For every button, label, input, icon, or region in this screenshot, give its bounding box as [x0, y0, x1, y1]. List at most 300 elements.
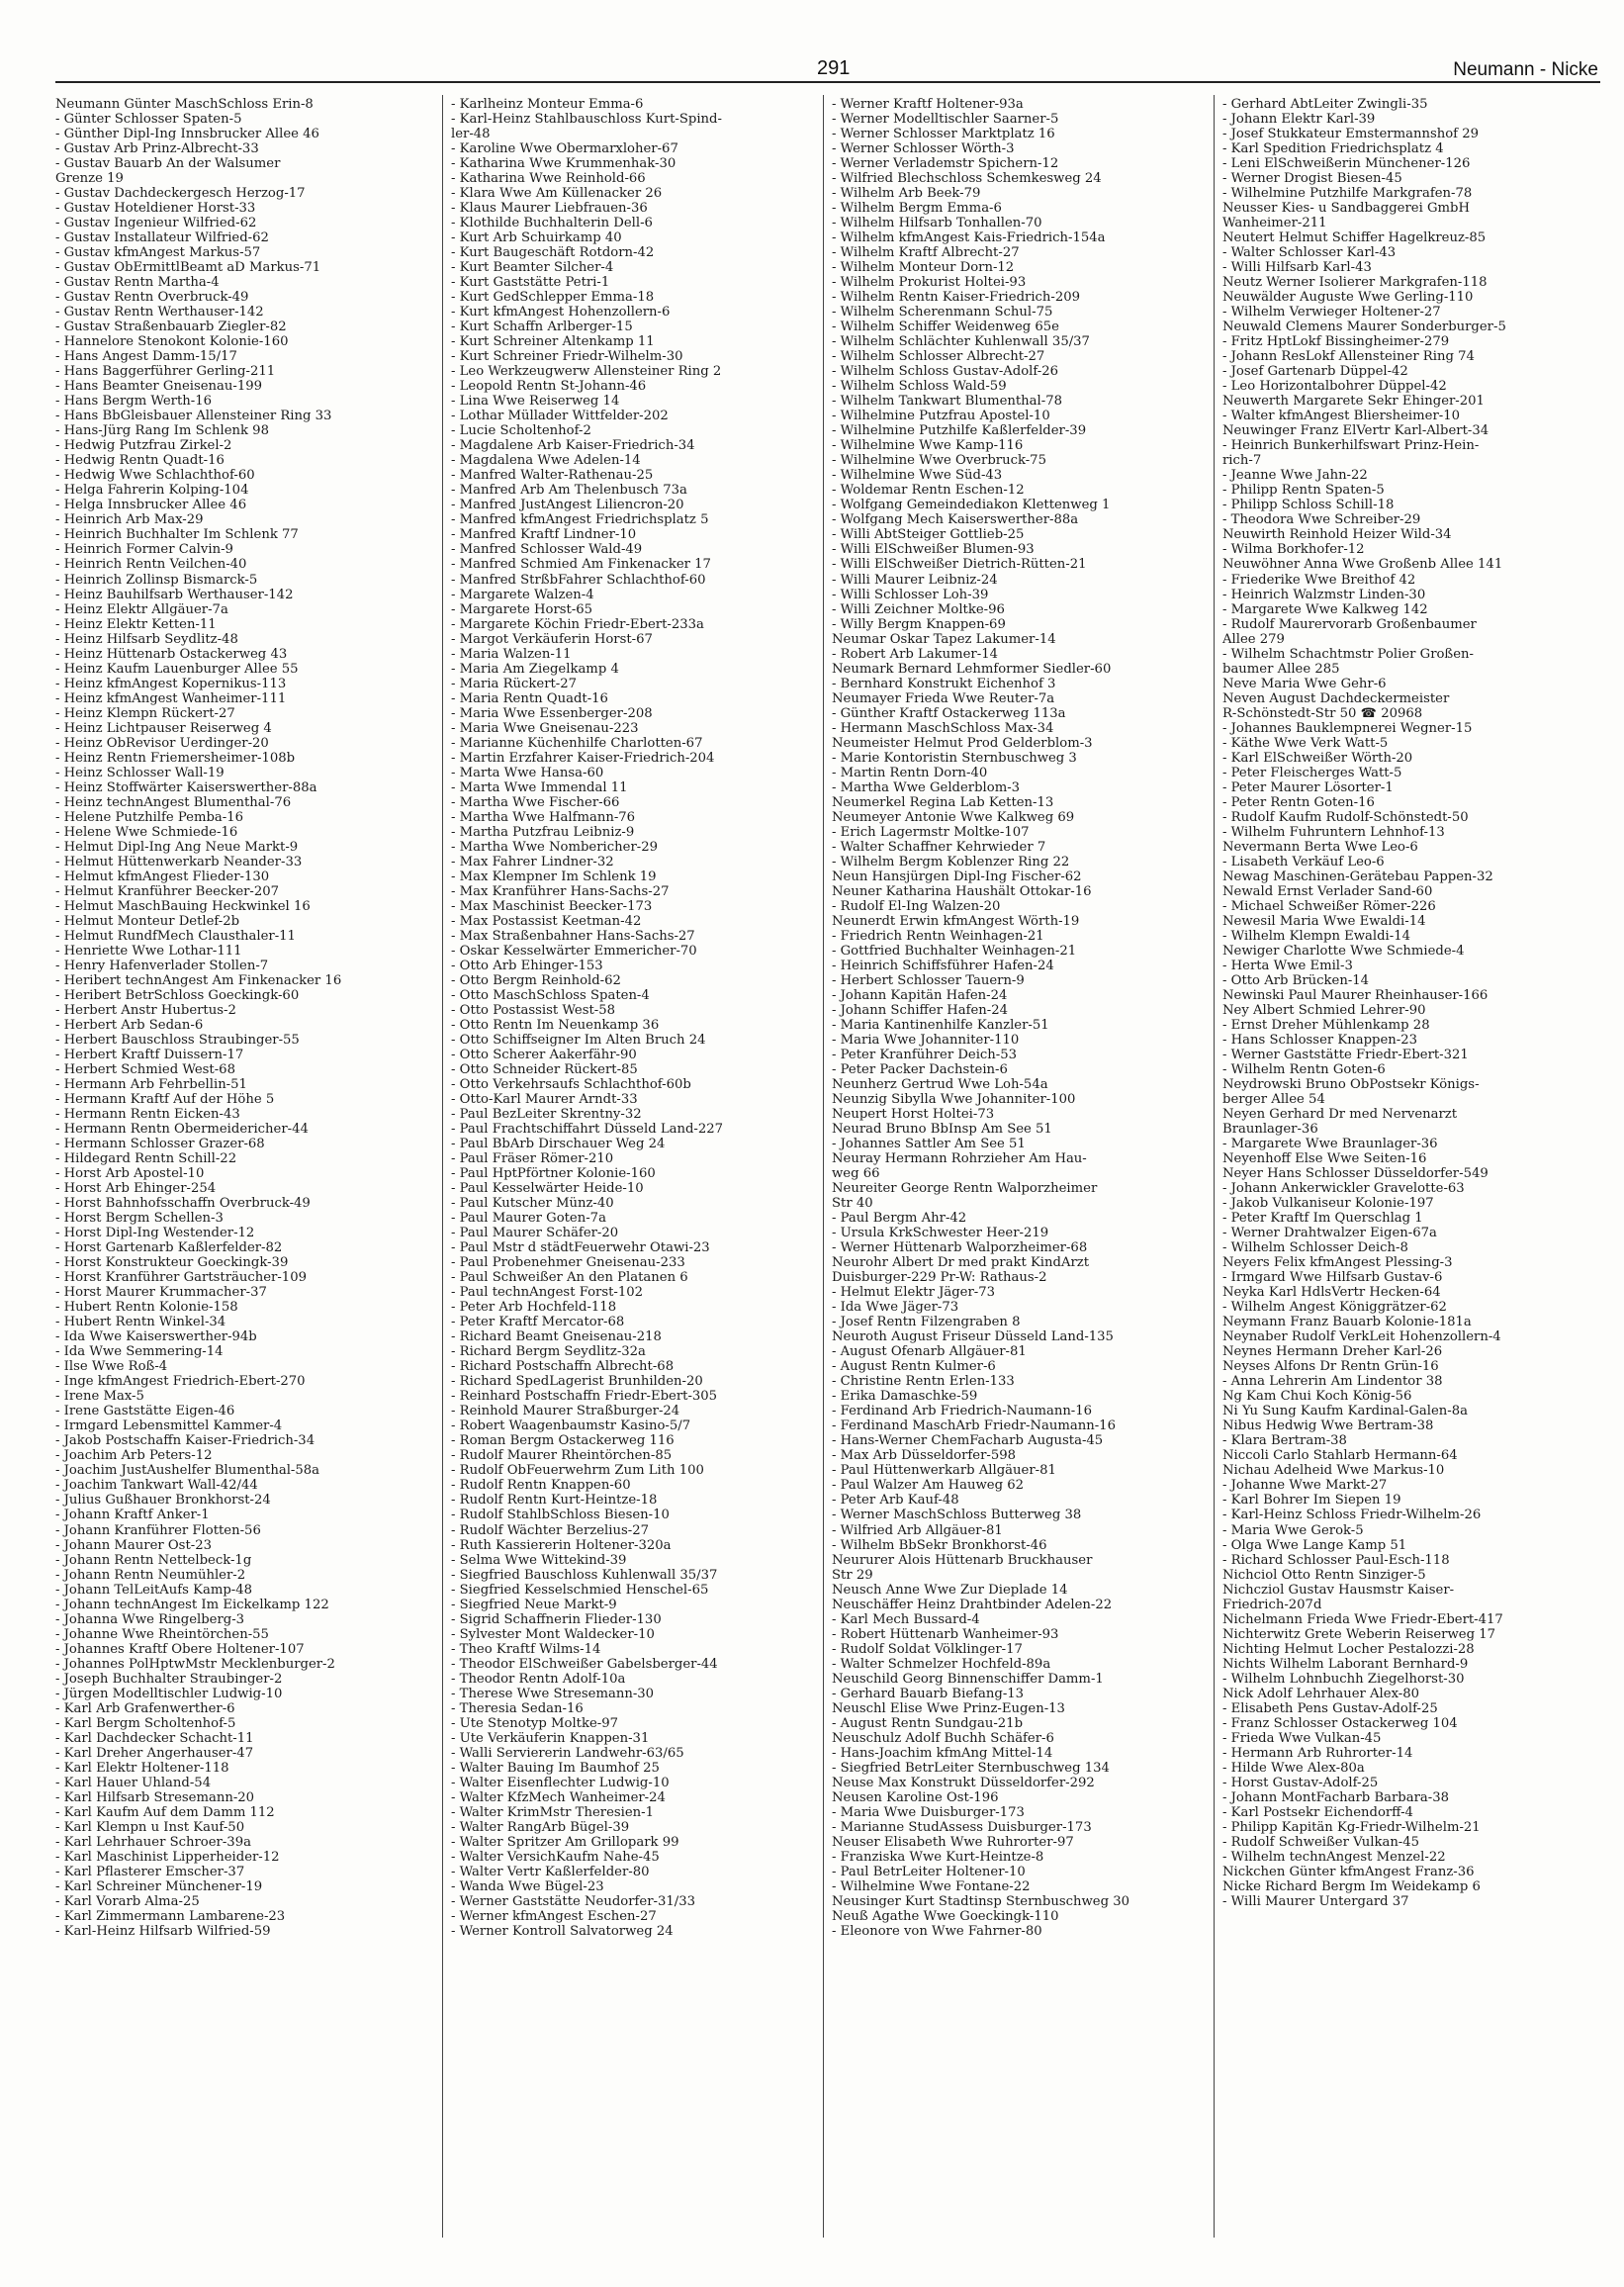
directory-entry: - Ida Wwe Kaiserswerther-94b: [55, 1329, 257, 1345]
directory-entry: - Heinz kfmAngest Kopernikus-113: [55, 676, 287, 691]
directory-entry: - Joachim Tankwart Wall-42/44: [55, 1478, 258, 1494]
directory-entry: - Jakob Postschaffn Kaiser-Friedrich-34: [55, 1433, 316, 1449]
directory-entry: - Heinrich Buchhalter Im Schlenk 77: [55, 527, 299, 543]
directory-entry: - Manfred Kraftf Lindner-10: [451, 527, 637, 543]
directory-entry: - Lina Wwe Reiserweg 14: [451, 394, 620, 410]
directory-entry: - Karl Elektr Holtener-118: [55, 1760, 229, 1776]
directory-entry: - Rudolf Schweißer Vulkan-45: [1222, 1834, 1420, 1850]
directory-entry: - Hilde Wwe Alex-80a: [1222, 1760, 1365, 1776]
directory-entry: - Ursula KrkSchwester Heer-219: [832, 1226, 1049, 1241]
directory-entry: ler-48: [451, 127, 491, 142]
directory-entry: - Heinrich Schiffsführer Hafen-24: [832, 958, 1054, 973]
directory-entry: - Heinz Elektr Allgäuer-7a: [55, 601, 228, 617]
directory-column-1: [55, 97, 416, 1939]
directory-entry: - Selma Wwe Wittekind-39: [451, 1552, 627, 1568]
directory-entry: - Willi Schlosser Loh-39: [832, 587, 989, 602]
directory-entry: weg 66: [832, 1166, 880, 1182]
directory-entry: Neusinger Kurt Stadtinsp Sternbuschweg 30: [832, 1893, 1129, 1909]
directory-entry: - Klara Bertram-38: [1222, 1433, 1347, 1449]
directory-entry: - Helmut MaschBauing Heckwinkel 16: [55, 898, 311, 914]
directory-entry: Neusen Karoline Ost-196: [832, 1789, 999, 1805]
directory-entry: - Wilhelm Schlosser Deich-8: [1222, 1240, 1408, 1256]
directory-entry: - Johanne Wwe Rheintörchen-55: [55, 1626, 269, 1642]
directory-entry: - Walter Schmelzer Hochfeld-89a: [832, 1656, 1051, 1672]
directory-entry: Grenze 19: [55, 171, 124, 187]
page-header: [55, 57, 1600, 83]
directory-entry: Neumar Oskar Tapez Lakumer-14: [832, 631, 1056, 647]
directory-entry: - Gustav Rentn Overbruck-49: [55, 290, 249, 306]
directory-entry: Ney Albert Schmied Lehrer-90: [1222, 1002, 1426, 1018]
directory-entry: - Karl Hilfsarb Stresemann-20: [55, 1789, 255, 1805]
directory-entry: Wanheimer-211: [1222, 216, 1327, 231]
directory-entry: - Manfred kfmAngest Friedrichsplatz 5: [451, 512, 709, 528]
directory-entry: Str 29: [832, 1567, 873, 1583]
directory-entry: - Wilhelm Schachtmstr Polier Großen-: [1222, 646, 1474, 662]
directory-entry: - Kurt kfmAngest Hohenzollern-6: [451, 305, 671, 320]
directory-entry: - Michael Schweißer Römer-226: [1222, 898, 1436, 914]
directory-entry: - Heinrich Walzmstr Linden-30: [1222, 587, 1426, 602]
directory-entry: Neyers Felix kfmAngest Plessing-3: [1222, 1255, 1453, 1271]
directory-entry: - Hermann Rentn Obermeidericher-44: [55, 1122, 309, 1138]
directory-entry: - Otto Verkehrsaufs Schlachthof-60b: [451, 1077, 691, 1093]
directory-entry: - Katharina Wwe Krummenhak-30: [451, 156, 677, 172]
directory-entry: - Joseph Buchhalter Straubinger-2: [55, 1671, 283, 1687]
directory-entry: - Irmgard Lebensmittel Kammer-4: [55, 1418, 283, 1434]
directory-entry: - Leo Horizontalbohrer Düppel-42: [1222, 379, 1447, 395]
directory-entry: - Hedwig Rentn Quadt-16: [55, 453, 225, 469]
directory-entry: - Heribert technAngest Am Finkenacker 16: [55, 972, 342, 988]
directory-entry: Nichterwitz Grete Weberin Reiserweg 17: [1222, 1626, 1495, 1642]
directory-entry: - Karl Hauer Uhland-54: [55, 1775, 212, 1790]
directory-entry: - Paul Schweißer An den Platanen 6: [451, 1270, 688, 1286]
directory-entry: - Herbert Schlosser Tauern-9: [832, 972, 1025, 988]
directory-entry: - Johannes Bauklempnerei Wegner-15: [1222, 720, 1473, 736]
directory-entry: - Reinhold Maurer Straßburger-24: [451, 1404, 680, 1419]
directory-entry: - Kurt Schreiner Friedr-Wilhelm-30: [451, 349, 683, 365]
directory-entry: - Reinhard Postschaffn Friedr-Ebert-305: [451, 1389, 718, 1405]
directory-entry: - Werner Drogist Biesen-45: [1222, 171, 1402, 187]
directory-entry: - Robert Waagenbaumstr Kasino-5/7: [451, 1418, 691, 1434]
directory-entry: - Gustav Ingenieur Wilfried-62: [55, 216, 257, 231]
directory-entry: - Marta Wwe Hansa-60: [451, 765, 604, 780]
directory-entry: - Peter Rentn Goten-16: [1222, 794, 1375, 810]
directory-entry: - Wilhelm Angest Königgrätzer-62: [1222, 1300, 1447, 1316]
directory-entry: - Ilse Wwe Roß-4: [55, 1359, 168, 1375]
directory-entry: - Manfred Schlosser Wald-49: [451, 542, 643, 558]
directory-entry: Nick Adolf Lehrhauer Alex-80: [1222, 1686, 1420, 1701]
directory-entry: - Hermann Schlosser Grazer-68: [55, 1137, 265, 1152]
directory-entry: - Walter Spritzer Am Grillopark 99: [451, 1834, 679, 1850]
directory-entry: - Erich Lagermstr Moltke-107: [832, 824, 1030, 840]
directory-entry: - Helmut Monteur Detlef-2b: [55, 913, 240, 929]
directory-entry: - Ernst Dreher Mühlenkamp 28: [1222, 1017, 1430, 1033]
directory-entry: - Johann Kranführer Flotten-56: [55, 1522, 261, 1538]
directory-entry: - Karl Maschinist Lipperheider-12: [55, 1849, 280, 1865]
directory-entry: - Kurt Schaffn Arlberger-15: [451, 320, 633, 335]
directory-entry: Nichts Wilhelm Laborant Bernhard-9: [1222, 1656, 1469, 1672]
directory-entry: Neuwerth Margarete Sekr Ehinger-201: [1222, 394, 1485, 410]
directory-entry: Nickchen Günter kfmAngest Franz-36: [1222, 1864, 1475, 1879]
directory-entry: - Klothilde Buchhalterin Dell-6: [451, 216, 653, 231]
directory-entry: - Fritz HptLokf Bissingheimer-279: [1222, 334, 1450, 350]
directory-entry: - Theresia Sedan-16: [451, 1700, 584, 1716]
directory-entry: - Paul Bergm Ahr-42: [832, 1211, 967, 1227]
directory-entry: - Karl Klempn u Inst Kauf-50: [55, 1819, 245, 1835]
directory-entry: - Horst Arb Apostel-10: [55, 1166, 205, 1182]
directory-entry: Neururer Alois Hüttenarb Bruckhauser: [832, 1552, 1093, 1568]
directory-entry: - Joachim Arb Peters-12: [55, 1448, 213, 1464]
directory-entry: Braunlager-36: [1222, 1122, 1318, 1138]
directory-entry: - Walter kfmAngest Bliersheimer-10: [1222, 409, 1461, 424]
directory-entry: - Werner Gaststätte Friedr-Ebert-321: [1222, 1048, 1469, 1062]
directory-entry: - Maria Rentn Quadt-16: [451, 690, 608, 706]
directory-entry: - Walter VersichKaufm Nahe-45: [451, 1849, 660, 1865]
directory-entry: - Wilhelm Klempn Ewaldi-14: [1222, 928, 1411, 944]
directory-entry: Neunherz Gertrud Wwe Loh-54a: [832, 1077, 1048, 1093]
directory-entry: - Richard Bergm Seydlitz-32a: [451, 1344, 646, 1360]
directory-entry: - Ute Stenotyp Moltke-97: [451, 1715, 619, 1731]
directory-entry: - Henry Hafenverlader Stollen-7: [55, 958, 269, 973]
column-divider: [823, 95, 824, 2238]
directory-entry: R-Schönstedt-Str 50 ☎ 20968: [1222, 705, 1423, 721]
directory-entry: - Theodora Wwe Schreiber-29: [1222, 512, 1421, 528]
directory-entry: - Wilhelm Schlosser Albrecht-27: [832, 349, 1045, 365]
directory-entry: - Hannelore Stenokont Kolonie-160: [55, 334, 289, 350]
directory-entry: Neuwirth Reinhold Heizer Wild-34: [1222, 527, 1452, 543]
directory-entry: - Helmut Kranführer Beecker-207: [55, 883, 280, 899]
directory-entry: - Manfred Schmied Am Finkenacker 17: [451, 557, 711, 573]
directory-entry: - Theo Kraftf Wilms-14: [451, 1641, 601, 1657]
directory-entry: - Karl Spedition Friedrichsplatz 4: [1222, 141, 1444, 157]
directory-entry: Neumerkel Regina Lab Ketten-13: [832, 794, 1054, 810]
directory-entry: - Bernhard Konstrukt Eichenhof 3: [832, 676, 1056, 691]
directory-entry: - Franz Schlosser Ostackerweg 104: [1222, 1715, 1458, 1731]
directory-entry: - Herbert Anstr Hubertus-2: [55, 1002, 236, 1018]
directory-entry: - Wilhelm Schiffer Weidenweg 65e: [832, 320, 1059, 335]
directory-entry: - Maria Am Ziegelkamp 4: [451, 661, 619, 677]
directory-entry: Neuwöhner Anna Wwe Großenb Allee 141: [1222, 557, 1503, 573]
directory-entry: - Heinz Bauhilfsarb Werthauser-142: [55, 587, 294, 602]
directory-entry: - Otto Bergm Reinhold-62: [451, 972, 621, 988]
directory-entry: - Therese Wwe Stresemann-30: [451, 1686, 655, 1701]
directory-entry: - Karl Bergm Scholtenhof-5: [55, 1715, 236, 1731]
directory-entry: - Willi Zeichner Moltke-96: [832, 601, 1005, 617]
directory-entry: Neuwald Clemens Maurer Sonderburger-5: [1222, 320, 1506, 335]
directory-entry: Nichau Adelheid Wwe Markus-10: [1222, 1463, 1445, 1479]
directory-entry: - Woldemar Rentn Eschen-12: [832, 483, 1025, 499]
directory-entry: - Johann technAngest Im Eickelkamp 122: [55, 1597, 329, 1612]
directory-entry: - Hubert Rentn Kolonie-158: [55, 1300, 238, 1316]
directory-entry: - Rudolf Wächter Berzelius-27: [451, 1522, 649, 1538]
directory-entry: - Gustav ObErmittlBeamt aD Markus-71: [55, 260, 321, 276]
directory-entry: Neydrowski Bruno ObPostsekr Königs-: [1222, 1077, 1480, 1093]
column-divider: [442, 95, 443, 2238]
directory-entry: - Günther Kraftf Ostackerweg 113a: [832, 705, 1066, 721]
directory-entry: - Peter Maurer Lösorter-1: [1222, 779, 1394, 795]
directory-entry: - Wanda Wwe Bügel-23: [451, 1878, 604, 1894]
directory-entry: Neupert Horst Holtei-73: [832, 1107, 995, 1123]
directory-entry: - Gerhard Bauarb Biefang-13: [832, 1686, 1025, 1701]
directory-entry: Neunerdt Erwin kfmAngest Wörth-19: [832, 913, 1080, 929]
directory-entry: - Heinz Lichtpauser Reiserweg 4: [55, 720, 272, 736]
directory-entry: - Paul Fräser Römer-210: [451, 1151, 614, 1167]
directory-entry: - Karl Arb Grafenwerther-6: [55, 1700, 235, 1716]
directory-entry: - Richard Beamt Gneisenau-218: [451, 1329, 662, 1345]
directory-entry: - Hubert Rentn Winkel-34: [55, 1315, 226, 1330]
directory-entry: - Leni ElSchweißerin Münchener-126: [1222, 156, 1471, 172]
directory-entry: - Christine Rentn Erlen-133: [832, 1374, 1015, 1390]
directory-entry: - Wilhelm kfmAngest Kais-Friedrich-154a: [832, 230, 1106, 246]
directory-entry: - Hans Beamter Gneisenau-199: [55, 379, 263, 395]
directory-entry: - Wilhelmine Putzhilfe Markgrafen-78: [1222, 186, 1473, 202]
directory-entry: - Ida Wwe Jäger-73: [832, 1300, 959, 1316]
directory-entry: Nichciol Otto Rentn Sinziger-5: [1222, 1567, 1426, 1583]
directory-entry: - Lucie Scholtenhof-2: [451, 423, 591, 439]
directory-entry: - Erika Damaschke-59: [832, 1389, 978, 1405]
directory-entry: Neusser Kies- u Sandbaggerei GmbH: [1222, 201, 1470, 217]
directory-entry: - Wilhelmine Putzhilfe Kaßlerfelder-39: [832, 423, 1087, 439]
directory-entry: - Walter Bauing Im Baumhof 25: [451, 1760, 660, 1776]
directory-entry: - Wilhelm Rentn Goten-6: [1222, 1062, 1386, 1078]
directory-entry: - Richard Schlosser Paul-Esch-118: [1222, 1552, 1450, 1568]
directory-entry: - Hedwig Putzfrau Zirkel-2: [55, 438, 232, 454]
directory-entry: - Siegfried Neue Markt-9: [451, 1597, 617, 1612]
directory-entry: - Ida Wwe Semmering-14: [55, 1344, 224, 1360]
directory-entry: - Leopold Rentn St-Johann-46: [451, 379, 647, 395]
directory-entry: Newag Maschinen-Gerätebau Pappen-32: [1222, 869, 1493, 884]
directory-entry: - Peter Arb Hochfeld-118: [451, 1300, 617, 1316]
directory-entry: - Johanna Wwe Ringelberg-3: [55, 1611, 245, 1627]
directory-entry: - Wilhelm Lohnbuchh Ziegelhorst-30: [1222, 1671, 1465, 1687]
directory-entry: - Peter Packer Dachstein-6: [832, 1062, 1008, 1078]
directory-entry: - Werner Verlademstr Spichern-12: [832, 156, 1059, 172]
directory-entry: - Wilhelm Fuhruntern Lehnhof-13: [1222, 824, 1445, 840]
directory-entry: Neyenhoff Else Wwe Seiten-16: [1222, 1151, 1427, 1167]
directory-entry: - Werner Kontroll Salvatorweg 24: [451, 1923, 674, 1939]
directory-entry: - Karl Schreiner Münchener-19: [55, 1878, 263, 1894]
directory-entry: Neuray Hermann Rohrzieher Am Hau-: [832, 1151, 1087, 1167]
directory-entry: - Max Straßenbahner Hans-Sachs-27: [451, 928, 695, 944]
directory-entry: - Hermann Arb Ruhrorter-14: [1222, 1745, 1413, 1761]
directory-entry: - Helga Fahrerin Kolping-104: [55, 483, 249, 499]
directory-entry: - Magdalene Arb Kaiser-Friedrich-34: [451, 438, 695, 454]
directory-entry: - Willy Bergm Knappen-69: [832, 616, 1006, 632]
directory-entry: - Werner MaschSchloss Butterweg 38: [832, 1508, 1082, 1523]
directory-entry: - Helene Putzhilfe Pemba-16: [55, 809, 244, 825]
directory-entry: - Friedrich Rentn Weinhagen-21: [832, 928, 1044, 944]
directory-entry: - Werner Modelltischler Saarner-5: [832, 112, 1059, 128]
directory-entry: - Karoline Wwe Obermarxloher-67: [451, 141, 678, 157]
directory-entry: Neusch Anne Wwe Zur Dieplade 14: [832, 1582, 1068, 1598]
directory-entry: Niccoli Carlo Stahlarb Hermann-64: [1222, 1448, 1458, 1464]
directory-entry: - Robert Hüttenarb Wanheimer-93: [832, 1626, 1059, 1642]
directory-entry: - Hedwig Wwe Schlachthof-60: [55, 468, 255, 484]
directory-entry: - Max Arb Düsseldorfer-598: [832, 1448, 1017, 1464]
directory-entry: - Wilhelm Schloss Gustav-Adolf-26: [832, 364, 1059, 380]
directory-entry: Neyka Karl HdlsVertr Hecken-64: [1222, 1285, 1441, 1301]
directory-entry: Neven August Dachdeckermeister: [1222, 690, 1450, 706]
directory-entry: - Werner Kraftf Holtener-93a: [832, 97, 1024, 112]
directory-entry: - Wilhelm technAngest Menzel-22: [1222, 1849, 1446, 1865]
directory-entry: - Johann Ankerwickler Gravelotte-63: [1222, 1181, 1465, 1197]
directory-entry: - Martha Wwe Fischer-66: [451, 794, 620, 810]
directory-entry: Neuschulz Adolf Buchh Schäfer-6: [832, 1730, 1054, 1746]
directory-column-4: [1222, 97, 1583, 1909]
directory-entry: - Otto Arb Ehinger-153: [451, 958, 603, 973]
directory-entry: - Paul Kutscher Münz-40: [451, 1196, 614, 1212]
directory-entry: - Maria Wwe Gneisenau-223: [451, 720, 639, 736]
directory-entry: Newinski Paul Maurer Rheinhauser-166: [1222, 987, 1489, 1003]
directory-entry: - Heinrich Rentn Veilchen-40: [55, 557, 247, 573]
directory-entry: rich-7: [1222, 453, 1262, 469]
directory-entry: - Karl Mech Bussard-4: [832, 1611, 980, 1627]
directory-entry: - Johannes Kraftf Obere Holtener-107: [55, 1641, 305, 1657]
directory-entry: - Maria Kantinenhilfe Kanzler-51: [832, 1017, 1049, 1033]
directory-entry: - August Rentn Kulmer-6: [832, 1359, 996, 1375]
directory-entry: - Wilhelmine Wwe Fontane-22: [832, 1878, 1031, 1894]
column-divider: [1214, 95, 1215, 2238]
directory-entry: - Irene Max-5: [55, 1389, 144, 1405]
directory-entry: Neuß Agathe Wwe Goeckingk-110: [832, 1908, 1059, 1924]
directory-entry: - Karl Postsekr Eichendorff-4: [1222, 1804, 1413, 1820]
directory-entry: - Hans Bergm Werth-16: [55, 394, 213, 410]
directory-entry: Nibus Hedwig Wwe Bertram-38: [1222, 1418, 1434, 1434]
directory-entry: - Jeanne Wwe Jahn-22: [1222, 468, 1368, 484]
directory-entry: Str 40: [832, 1196, 873, 1212]
directory-entry: - Heinz Elektr Ketten-11: [55, 616, 217, 632]
directory-entry: - Maria Wwe Gerok-5: [1222, 1522, 1364, 1538]
directory-entry: - Gottfried Buchhalter Weinhagen-21: [832, 943, 1077, 959]
directory-entry: - Paul Walzer Am Hauweg 62: [832, 1478, 1025, 1494]
directory-entry: - Wilhelm Tankwart Blumenthal-78: [832, 394, 1062, 410]
directory-entry: - Rudolf StahlbSchloss Biesen-10: [451, 1508, 670, 1523]
directory-entry: - Peter Kranführer Deich-53: [832, 1048, 1018, 1062]
directory-entry: - Willi ElSchweißer Dietrich-Rütten-21: [832, 557, 1087, 573]
directory-entry: - Peter Fleischerges Watt-5: [1222, 765, 1402, 780]
directory-entry: Neyer Hans Schlosser Düsseldorfer-549: [1222, 1166, 1489, 1182]
directory-entry: - Wilhelmine Wwe Kamp-116: [832, 438, 1024, 454]
directory-entry: - Inge kfmAngest Friedrich-Ebert-270: [55, 1374, 306, 1390]
directory-entry: - Ferdinand Arb Friedrich-Naumann-16: [832, 1404, 1093, 1419]
directory-entry: - Ferdinand MaschArb Friedr-Naumann-16: [832, 1418, 1116, 1434]
directory-entry: - Johanne Wwe Markt-27: [1222, 1478, 1388, 1494]
directory-entry: - Wilhelm Scherenmann Schul-75: [832, 305, 1053, 320]
directory-entry: - Rudolf Kaufm Rudolf-Schönstedt-50: [1222, 809, 1469, 825]
directory-entry: - Hermann Arb Fehrbellin-51: [55, 1077, 247, 1093]
directory-entry: - Friederike Wwe Breithof 42: [1222, 572, 1416, 588]
directory-entry: - Rudolf Soldat Völklinger-17: [832, 1641, 1023, 1657]
directory-entry: - Rudolf El-Ing Walzen-20: [832, 898, 1001, 914]
directory-entry: - Walter RangArb Bügel-39: [451, 1819, 630, 1835]
directory-entry: - Hans BbGleisbauer Allensteiner Ring 33: [55, 409, 332, 424]
directory-entry: Neynaber Rudolf VerkLeit Hohenzollern-4: [1222, 1329, 1501, 1345]
directory-entry: - Paul Kesselwärter Heide-10: [451, 1181, 644, 1197]
directory-entry: - Jakob Vulkaniseur Kolonie-197: [1222, 1196, 1434, 1212]
directory-entry: - Josef Gartenarb Düppel-42: [1222, 364, 1408, 380]
directory-entry: - Roman Bergm Ostackerweg 116: [451, 1433, 675, 1449]
directory-entry: - Martin Erzfahrer Kaiser-Friedrich-204: [451, 750, 715, 766]
directory-entry: - Hermann MaschSchloss Max-34: [832, 720, 1054, 736]
directory-entry: - Maria Wwe Johanniter-110: [832, 1032, 1020, 1048]
directory-entry: - Heinrich Arb Max-29: [55, 512, 204, 528]
directory-entry: - Johann Elektr Karl-39: [1222, 112, 1376, 128]
directory-entry: Neynes Hermann Dreher Karl-26: [1222, 1344, 1443, 1360]
directory-entry: - Paul BezLeiter Skrentny-32: [451, 1107, 642, 1123]
directory-entry: - Paul BetrLeiter Holtener-10: [832, 1864, 1026, 1879]
directory-entry: - Heinz Hilfsarb Seydlitz-48: [55, 631, 238, 647]
directory-entry: - Kurt Baugeschäft Rotdorn-42: [451, 245, 655, 261]
directory-entry: berger Allee 54: [1222, 1092, 1325, 1108]
directory-entry: - Sigrid Schaffnerin Flieder-130: [451, 1611, 662, 1627]
directory-entry: Neumeyer Antonie Wwe Kalkweg 69: [832, 809, 1075, 825]
directory-entry: - Otto Schiffseigner Im Alten Bruch 24: [451, 1032, 706, 1048]
directory-entry: - Wilhelmine Wwe Overbruck-75: [832, 453, 1046, 469]
directory-entry: - Martha Wwe Nombericher-29: [451, 839, 658, 855]
directory-entry: - Helmut Elektr Jäger-73: [832, 1285, 996, 1301]
directory-entry: - Wilma Borkhofer-12: [1222, 542, 1365, 558]
directory-entry: - Gustav Straßenbauarb Ziegler-82: [55, 320, 287, 335]
directory-entry: - Herbert Kraftf Duissern-17: [55, 1048, 244, 1062]
directory-entry: - Herbert Arb Sedan-6: [55, 1017, 204, 1033]
directory-entry: - Horst Gartenarb Kaßlerfelder-82: [55, 1240, 283, 1256]
directory-entry: - Richard SpedLagerist Brunhilden-20: [451, 1374, 703, 1390]
directory-entry: Newesil Maria Wwe Ewaldi-14: [1222, 913, 1426, 929]
directory-entry: - Margarete Wwe Braunlager-36: [1222, 1137, 1438, 1152]
directory-entry: Neumeister Helmut Prod Gelderblom-3: [832, 735, 1093, 751]
directory-entry: - Werner kfmAngest Eschen-27: [451, 1908, 657, 1924]
directory-entry: - Oskar Kesselwärter Emmericher-70: [451, 943, 697, 959]
directory-entry: Neve Maria Wwe Gehr-6: [1222, 676, 1387, 691]
directory-entry: - Karl Dreher Angerhauser-47: [55, 1745, 254, 1761]
directory-entry: - Max Kranführer Hans-Sachs-27: [451, 883, 670, 899]
directory-entry: - Horst Arb Ehinger-254: [55, 1181, 217, 1197]
directory-entry: - Otto Arb Brücken-14: [1222, 972, 1370, 988]
directory-entry: - Wilhelmine Wwe Süd-43: [832, 468, 1003, 484]
directory-entry: - Gustav Rentn Werthauser-142: [55, 305, 264, 320]
directory-entry: - Wilfried Arb Allgäuer-81: [832, 1522, 1003, 1538]
directory-entry: - Jürgen Modelltischler Ludwig-10: [55, 1686, 283, 1701]
directory-entry: - Martha Wwe Gelderblom-3: [832, 779, 1021, 795]
directory-entry: - Wolfgang Gemeindediakon Klettenweg 1: [832, 498, 1111, 513]
directory-entry: Ng Kam Chui Koch König-56: [1222, 1389, 1412, 1405]
directory-entry: - Marianne Küchenhilfe Charlotten-67: [451, 735, 703, 751]
directory-entry: - Karl-Heinz Schloss Friedr-Wilhelm-26: [1222, 1508, 1482, 1523]
directory-entry: - Margarete Wwe Kalkweg 142: [1222, 601, 1428, 617]
directory-entry: Nichcziol Gustav Hausmstr Kaiser-: [1222, 1582, 1455, 1598]
directory-entry: - Julius Gußhauer Bronkhorst-24: [55, 1493, 271, 1509]
directory-entry: - Johann MontFacharb Barbara-38: [1222, 1789, 1450, 1805]
directory-entry: - Johann Schiffer Hafen-24: [832, 1002, 1008, 1018]
running-head: Neumann - Nicke: [1453, 59, 1598, 80]
directory-entry: - Max Maschinist Beecker-173: [451, 898, 653, 914]
directory-entry: - Wilhelm Bergm Emma-6: [832, 201, 1002, 217]
directory-entry: - Manfred StrßbFahrer Schlachthof-60: [451, 572, 706, 588]
directory-entry: - Paul BbArb Dirschauer Weg 24: [451, 1137, 666, 1152]
directory-entry: - Hermann Kraftf Auf der Höhe 5: [55, 1092, 275, 1108]
directory-entry: - Gustav Rentn Martha-4: [55, 275, 220, 291]
directory-entry: - Gustav Bauarb An der Walsumer: [55, 156, 281, 172]
directory-entry: - Margarete Köchin Friedr-Ebert-233a: [451, 616, 704, 632]
directory-entry: Neuschl Elise Wwe Prinz-Eugen-13: [832, 1700, 1065, 1716]
directory-entry: - Otto Schneider Rückert-85: [451, 1062, 638, 1078]
directory-entry: - Johann ResLokf Allensteiner Ring 74: [1222, 349, 1475, 365]
directory-entry: - Paul HptPförtner Kolonie-160: [451, 1166, 656, 1182]
directory-entry: - Theodor ElSchweißer Gabelsberger-44: [451, 1656, 718, 1672]
directory-entry: - Willi Maurer Untergard 37: [1222, 1893, 1409, 1909]
directory-entry: - Franziska Wwe Kurt-Heintze-8: [832, 1849, 1044, 1865]
directory-entry: - Gustav kfmAngest Markus-57: [55, 245, 261, 261]
directory-entry: - Lothar Müllader Wittfelder-202: [451, 409, 669, 424]
